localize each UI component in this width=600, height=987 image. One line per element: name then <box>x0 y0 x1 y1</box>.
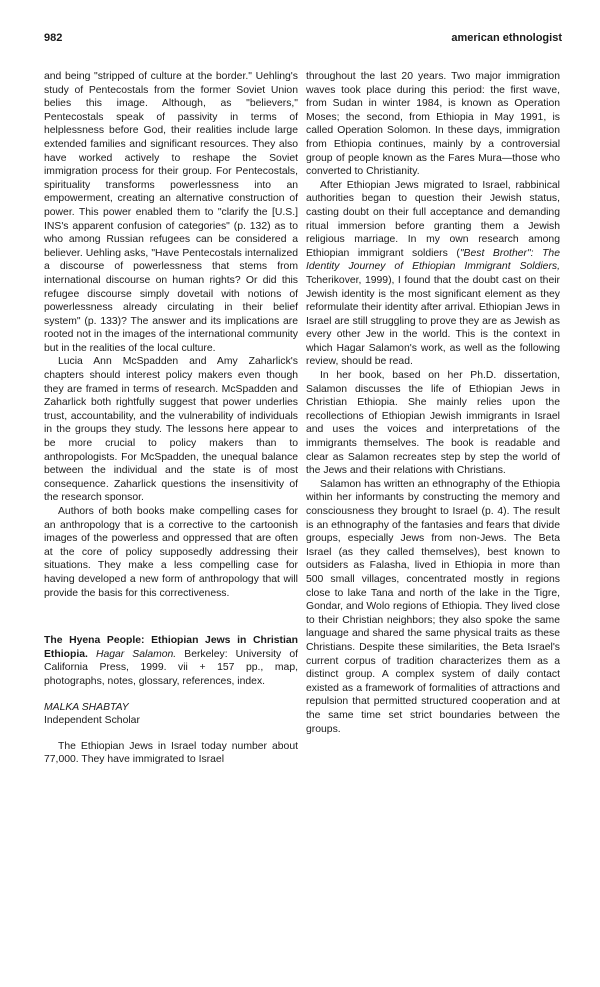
reviewer-name: MALKA SHABTAY <box>44 701 129 713</box>
right-column <box>306 70 560 736</box>
paragraph: Authors of both books make compelling cases for an anthropology that is a corrective to the cartoonish images of the powerless and oppressed that are often at the core of policy supposedly addressing their situations. They make a less compelling case for having developed a new form of anthropology that will provide the basis for this correctiveness. <box>44 506 298 599</box>
book-author: Hagar Salamon. <box>95 648 177 660</box>
paragraph-text: Tcherikover, 1999), I found that the doubt cast on their Jewish identity is the most significant element as they reformulate their identity after arrival. Ethiopian Jews in Israel are still struggling to prove they are as Jewish as every other Jew in the world. This is the context in which Hagar Salamon's work, as well as the following review, should be read. <box>306 274 560 368</box>
page-number: 982 <box>44 32 63 44</box>
reviewer-affiliation: Independent Scholar <box>44 715 140 727</box>
reviewer-block <box>44 701 298 728</box>
paragraph: Salamon has written an ethnography of the Ethiopia within her informants by constructing the memory and consciousness they brought to Israel (p. 4). The result is an ethnography of the fantasies and fears that divide groups, especially Jews from non-Jews. The Beta Israel (as they called themselves), best known to outsiders as Falasha, lived in Ethiopia in more than 500 small villages, concentrated mostly in regions close to lake Tana and north of the lake in the Tigre, Gondar, and Wolo regions of Ethiopia. They lived close to their Christian neighbors; they also spoke the same language and shared the same physical traits as these Christians. Despite these similarities, the Beta Israel's current corpus of tradition characterizes them as a distinct group. A complex system of daily contact existed as a framework of formalities of attractions and repulsion that permitted structured cooperation and at the same time set strict boundaries between the groups. <box>306 478 560 735</box>
cited-title: "Best Brother": The Identity Journey of Ethiopian Immigrant Soldiers, <box>306 247 560 273</box>
book-review-heading <box>44 634 298 688</box>
left-column <box>44 70 298 767</box>
paragraph-text: After Ethiopian Jews migrated to Israel, rabbinical authorities began to question their Jewish status, casting doubt on their full acceptance and demanding ritual immersion before granting them a Jewish religious marriage. In my own research among Ethiopian immigrant soldiers ( <box>306 179 560 259</box>
book-title: The Hyena People: Ethiopian Jews in Christian Ethiopia. <box>44 635 298 660</box>
paragraph: and being "stripped of culture at the border." Uehling's study of Pentecostals from the former Soviet Union belies this image. Although, as "believers," Pentecostals speak of passivity in terms of helplessness before God, their realities include large extended families and significant resources. They also have worked actively to reshape the Soviet immigration process for their group. For Pentecostals, spirituality transforms powerlessness into an empowerment, creating an alternative construction of power. This power enabled them to "clarify the [U.S.] INS's apparent confusion of categories" (p. 132) as to who among Russian refugees can be considered a believer. Uehling asks, "Have Pentecostals internalized a discourse of powerlessness that stems from international discourse on human rights? Or did this refugee discourse simply dovetail with notions of powerlessness already circulating in their belief system" (p. 133)? The answer and its implications are rooted not in the images of the international community but in the realities of the local culture. <box>44 71 298 354</box>
paragraph: throughout the last 20 years. Two major immigration waves took place during this period: the first wave, from Sudan in winter 1984, is known as Operation Moses; the second, from Ethiopia in May 1991, is called Operation Solomon. In these days, immigration from Ethiopia continues, mainly by a controversial group of people known as the Fares Mura—those who converted to Christianity. <box>306 71 560 178</box>
journal-title: american ethnologist <box>451 32 562 44</box>
book-details: Berkeley: University of California Press, 1999. vii + 157 pp., map, photographs, notes, glossary, references, index. <box>44 648 298 687</box>
paragraph: In her book, based on her Ph.D. dissertation, Salamon discusses the life of Ethiopian Jews in Christian Ethiopia. She mainly relies upon the recollections of Ethiopian Jewish immigrants in Israel and uses the voices and interpretations of the immigrants themselves. The book is readable and clear as Salamon recreates step by step the world of the Jews and their relations with Christians. <box>306 370 560 477</box>
paragraph <box>306 179 560 369</box>
paragraph: The Ethiopian Jews in Israel today number about 77,000. They have immigrated to Israel <box>44 740 298 766</box>
paragraph: Lucia Ann McSpadden and Amy Zaharlick's chapters should interest policy makers even though they are framed in terms of research. McSpadden and Zaharlick both rightfully suggest that power underlies trust, accountability, and the vulnerability of individuals in the groups they study. The lessons here appear to be more crucial to policy makers than to anthropologists. For McSpadden, the unequal balance between the individual and the state is of most consequence. Zaharlick questions the insensitivity of the research sponsor. <box>44 356 298 504</box>
running-header <box>44 32 562 48</box>
